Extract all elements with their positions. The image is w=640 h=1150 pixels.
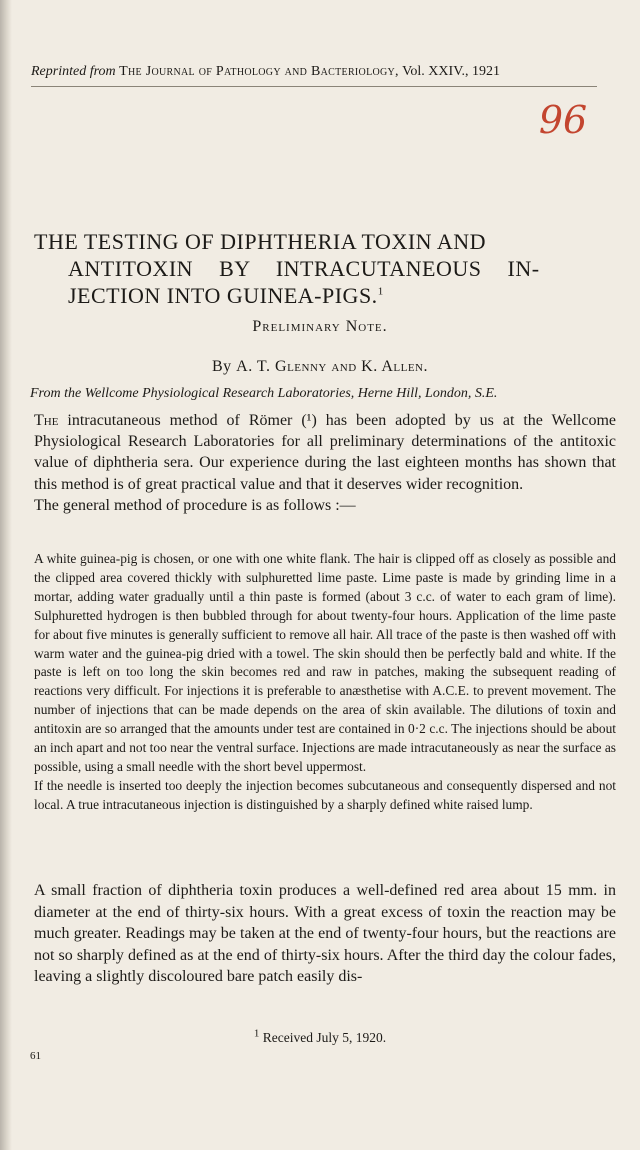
procedure-section xyxy=(34,550,616,815)
author-names: A. T. Glenny and K. Allen. xyxy=(236,358,428,375)
intro-paragraph-1 xyxy=(34,410,616,495)
subtitle: Preliminary Note. xyxy=(252,318,388,335)
reprint-prefix: Reprinted from xyxy=(31,64,116,79)
footnote-text: Received July 5, 1920. xyxy=(262,1030,387,1045)
affiliation: From the Wellcome Physiological Research Laboratories, Herne Hill, London, S.E. xyxy=(30,386,498,401)
page-number: 61 xyxy=(30,1050,41,1062)
footnote-marker: 1 xyxy=(253,1027,260,1040)
title-footnote-marker: 1 xyxy=(377,285,384,298)
title-line-3 xyxy=(34,282,594,309)
title-line-2: ANTITOXIN BY INTRACUTANEOUS IN- xyxy=(68,256,540,281)
procedure-paragraph-2: If the needle is inserted too deeply the injection becomes subcutaneous and consequently dispersed and not local. A true intracutaneous injection is distinguished by a sharply defined white raised lump. xyxy=(34,777,616,812)
header-rule xyxy=(31,86,597,87)
journal-volume: Vol. XXIV., 1921 xyxy=(402,64,500,79)
results-section xyxy=(34,880,616,988)
article-title xyxy=(34,228,594,309)
title-line-3-text: JECTION INTO GUINEA-PIGS. xyxy=(68,283,378,308)
intro-lead-word: The xyxy=(34,412,59,429)
intro-paragraph-1-text: intracutaneous method of Römer (¹) has been adopted by us at the Wellcome Physiological Research Laboratories for all preliminary determinations of the antitoxic value of diphtheria sera. Our experience during the last eighteen months has shown that this method is of great practical value and that it deserves wider recognition. xyxy=(34,412,616,493)
results-paragraph: A small fraction of diphtheria toxin produces a well-defined red area about 15 mm. in diameter at the end of thirty-six hours. With a great excess of toxin the reaction may be much greater. Readings may be taken at the end of twenty-four hours, but the reactions are not so sharply defined as at the end of thirty-six hours. After the third day the colour fades, leaving a slightly discoloured bare patch easily dis- xyxy=(34,882,616,986)
authors xyxy=(0,358,640,376)
reprint-header xyxy=(31,64,627,80)
footnote xyxy=(0,1027,640,1046)
journal-name: The Journal of Pathology and Bacteriology, xyxy=(119,64,399,79)
procedure-paragraph-1: A white guinea-pig is chosen, or one with one white flank. The hair is clipped off as closely as possible and the clipped area covered thickly with sulphuretted lime paste. Lime paste is made by grinding lime in a mortar, adding water gradually until a thin paste is formed (about 3 c.c. of water to each gram of lime). Sulphuretted hydrogen is then bubbled through for about twenty-four hours. Application of the lime paste for about five minutes is generally sufficient to remove all hair. All trace of the paste is then washed off with warm water and the guinea-pig dried with a towel. The skin should then be perfectly bald and white. If the paste is left on too long the skin becomes red and raw in patches, making the subsequent reading of reactions very difficult. For injections it is preferable to anæsthetise with A.C.E. to prevent movement. The number of injections that can be made depends on the area of skin available. The dilutions of toxin and antitoxin are so arranged that the amounts under test are contained in 0·2 c.c. The injections should be about an inch apart and not too near the ventral surface. Injections are made intracutaneously as near the surface as possible, using a small needle with the short bevel uppermost. xyxy=(34,551,616,774)
authors-by: By xyxy=(211,358,232,375)
title-line-1: THE TESTING OF DIPHTHERIA TOXIN AND xyxy=(34,229,486,254)
handwritten-number: 96 xyxy=(538,98,588,142)
intro-section xyxy=(34,410,616,516)
intro-paragraph-2: The general method of procedure is as follows :— xyxy=(34,496,356,514)
binding-edge xyxy=(0,0,12,1150)
